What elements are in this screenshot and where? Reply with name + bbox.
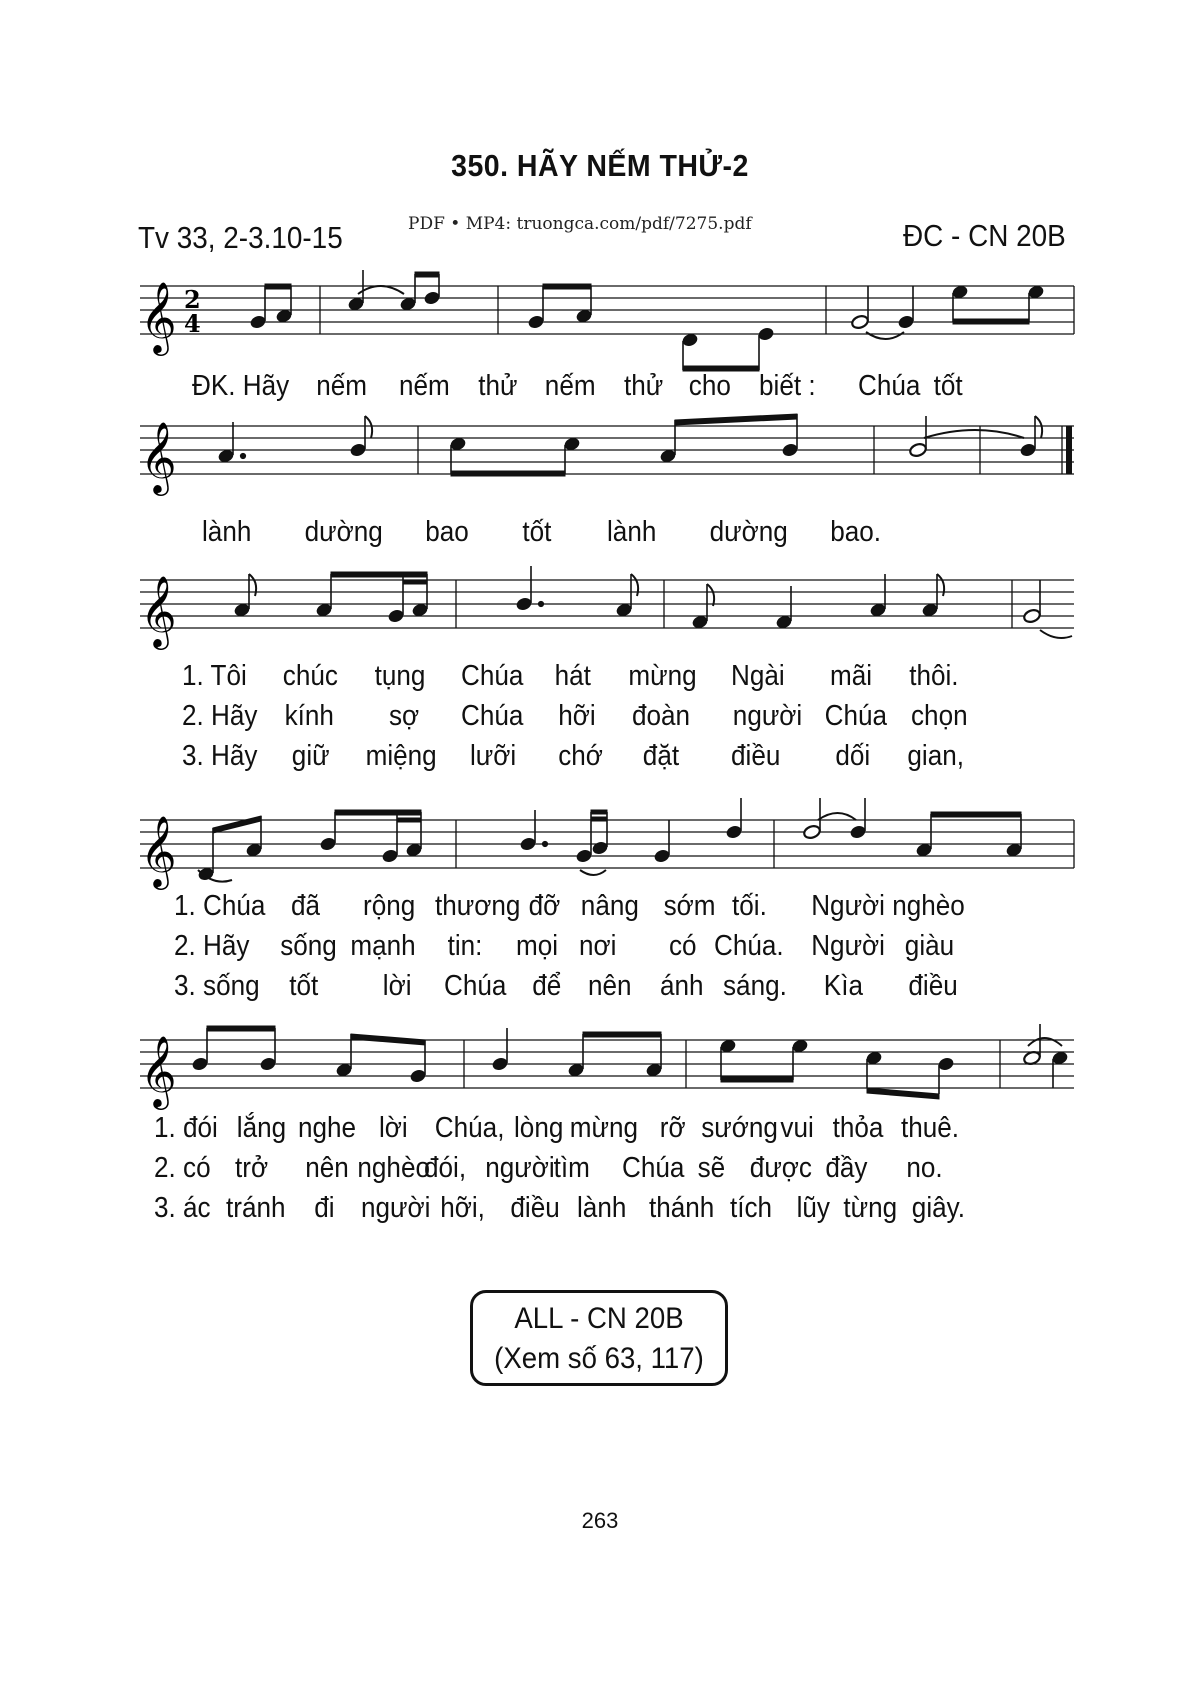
lyric-word: điều	[731, 740, 781, 772]
music-system-1	[0, 262, 1200, 372]
lyric-word: sợ	[389, 700, 420, 732]
lyric-word: Người	[811, 890, 885, 922]
staff-1	[0, 262, 1200, 372]
lyric-word: tối.	[732, 890, 767, 922]
lyric-word: để	[532, 970, 562, 1002]
lyric-word: Người	[811, 930, 885, 962]
lyric-word: sống	[280, 930, 337, 962]
lyric-word: bao	[425, 516, 469, 548]
staff-2	[0, 402, 1200, 512]
staff-5	[0, 1010, 1200, 1120]
lyric-word: sướng	[701, 1112, 778, 1144]
lyric-word: hát	[554, 660, 591, 692]
lyric-word: thánh	[649, 1192, 715, 1224]
lyric-word: Chúa	[622, 1152, 685, 1184]
reference-box	[470, 1290, 728, 1386]
source-link[interactable]: PDF • MP4: truongca.com/pdf/7275.pdf	[408, 214, 752, 234]
music-system-5	[0, 1010, 1200, 1120]
time-signature-bottom: 4	[184, 309, 201, 338]
lyric-word: vui	[780, 1112, 814, 1144]
lyric-word: 1. đói	[154, 1112, 218, 1144]
lyric-word: no.	[906, 1152, 943, 1184]
lyric-word: nên	[305, 1152, 349, 1184]
reference-line-1: ALL - CN 20B	[514, 1302, 684, 1335]
lyric-word: điều	[510, 1192, 560, 1224]
lyric-word: đã	[291, 890, 321, 922]
lyric-word: lời	[379, 1112, 408, 1144]
lyric-word: người	[485, 1152, 555, 1184]
music-system-4	[0, 790, 1200, 900]
lyric-word: Ngài	[731, 660, 785, 692]
lyric-word: dường	[304, 516, 383, 548]
lyric-word: nghe	[298, 1112, 357, 1144]
reference-line-2: (Xem số 63, 117)	[494, 1342, 704, 1375]
lyric-word: người	[732, 700, 803, 732]
lyric-word: 3. Hãy	[182, 740, 258, 772]
treble-clef-icon: 𝄞	[140, 1034, 177, 1107]
lyric-word: giàu	[904, 930, 955, 962]
lyric-word: kính	[284, 700, 334, 732]
lyric-word: ĐK. Hãy	[192, 370, 290, 402]
lyric-word: nơi	[579, 930, 617, 962]
psalm-reference: Tv 33, 2-3.10-15	[138, 220, 343, 255]
lyric-word: tốt	[289, 970, 319, 1002]
lyric-word: giữ	[291, 740, 330, 772]
lyric-word: nên	[588, 970, 632, 1002]
lyric-word: hỡi,	[440, 1192, 485, 1224]
lyric-word: mạnh	[350, 930, 416, 962]
lyric-word: đi	[314, 1192, 335, 1224]
lyric-word: trở	[235, 1152, 269, 1184]
lyric-word: tụng	[374, 660, 426, 692]
lyric-word: Chúa	[461, 660, 524, 692]
lyric-word: 1. Tôi	[182, 660, 247, 692]
treble-clef-icon: 𝄞	[140, 280, 177, 353]
occasion-label: ĐC - CN 20B	[903, 218, 1066, 253]
staff-4	[0, 790, 1200, 900]
lyric-word: lưỡi	[470, 740, 517, 772]
staff-3	[0, 550, 1200, 660]
lyric-word: có	[669, 930, 697, 962]
lyric-word: 1. Chúa	[174, 890, 266, 922]
lyric-word: lũy	[796, 1192, 830, 1224]
lyric-word: bao.	[830, 516, 882, 548]
lyric-word: lòng	[514, 1112, 564, 1144]
lyric-word: nghèo	[892, 890, 965, 922]
lyric-word: 2. Hãy	[182, 700, 258, 732]
lyric-word: 3. sống	[174, 970, 260, 1002]
lyric-word: cho	[688, 370, 731, 402]
lyric-word: chúc	[282, 660, 338, 692]
lyric-word: người	[361, 1192, 431, 1224]
lyric-word: tránh	[226, 1192, 286, 1224]
lyric-word: giây.	[911, 1192, 965, 1224]
lyric-word: lành	[202, 516, 252, 548]
lyric-word: nghèo	[357, 1152, 430, 1184]
lyric-word: tìm	[553, 1152, 590, 1184]
lyric-word: thử	[624, 370, 664, 402]
lyric-word: Chúa	[461, 700, 524, 732]
lyric-word: Chúa.	[714, 930, 784, 962]
lyric-word: mừng	[569, 1112, 639, 1144]
lyric-word: lắng	[236, 1112, 287, 1144]
lyric-word: gian,	[907, 740, 965, 772]
lyric-word: Kìa	[823, 970, 863, 1002]
lyric-word: đặt	[642, 740, 680, 772]
lyric-word: chớ	[558, 740, 603, 772]
music-system-2	[0, 402, 1200, 512]
lyric-word: mãi	[830, 660, 873, 692]
lyric-word: 2. có	[154, 1152, 211, 1184]
lyric-word: đói,	[424, 1152, 467, 1184]
lyric-word: Chúa	[444, 970, 507, 1002]
lyric-word: Chúa	[824, 700, 887, 732]
lyric-word: thử	[478, 370, 518, 402]
lyric-word: rỡ	[659, 1112, 686, 1144]
song-title: 350. HÃY NẾM THỬ-2	[451, 148, 749, 183]
lyric-word: lành	[607, 516, 657, 548]
lyric-word: đoàn	[632, 700, 691, 732]
lyric-word: đầy	[825, 1152, 868, 1184]
lyric-word: rộng	[363, 890, 416, 922]
lyric-word: được	[749, 1152, 812, 1184]
lyric-word: thuê.	[901, 1112, 960, 1144]
lyric-word: chọn	[911, 700, 968, 732]
lyric-word: nếm	[316, 370, 367, 402]
lyric-word: thỏa	[832, 1112, 884, 1144]
lyric-word: 2. Hãy	[174, 930, 250, 962]
lyric-word: nếm	[544, 370, 596, 402]
time-signature-top: 2	[184, 285, 201, 314]
lyric-word: lời	[382, 970, 412, 1002]
lyric-word: miệng	[365, 740, 437, 772]
lyric-word: nếm	[399, 370, 450, 402]
lyric-word: tốt	[522, 516, 552, 548]
lyric-word: tốt	[933, 370, 963, 402]
lyric-word: thôi.	[909, 660, 959, 692]
lyric-word: mừng	[628, 660, 697, 692]
treble-clef-icon: 𝄞	[140, 574, 177, 647]
lyric-word: biết :	[759, 370, 816, 402]
lyric-word: mọi	[516, 930, 559, 962]
lyric-word: 3. ác	[154, 1192, 211, 1224]
lyric-word: thương	[435, 890, 521, 922]
lyric-word: sẽ	[697, 1152, 726, 1184]
lyric-word: điều	[908, 970, 958, 1002]
lyric-word: tin:	[447, 930, 483, 962]
lyric-word: tích	[730, 1192, 773, 1224]
lyric-word: từng	[843, 1192, 898, 1224]
lyric-word: Chúa	[858, 370, 921, 402]
page-number: 263	[581, 1508, 619, 1533]
treble-clef-icon: 𝄞	[140, 814, 177, 887]
lyric-word: sáng.	[723, 970, 787, 1002]
lyric-word: hỡi	[558, 700, 596, 732]
lyric-word: Chúa,	[434, 1112, 505, 1144]
lyric-word: đỡ	[528, 890, 561, 922]
treble-clef-icon: 𝄞	[140, 420, 177, 493]
lyric-word: dối	[835, 740, 871, 772]
lyric-word: dường	[709, 516, 788, 548]
lyric-word: nâng	[580, 890, 639, 922]
music-system-3	[0, 550, 1200, 660]
lyric-word: ánh	[660, 970, 704, 1002]
lyric-word: sớm	[663, 890, 716, 922]
lyric-word: lành	[577, 1192, 627, 1224]
